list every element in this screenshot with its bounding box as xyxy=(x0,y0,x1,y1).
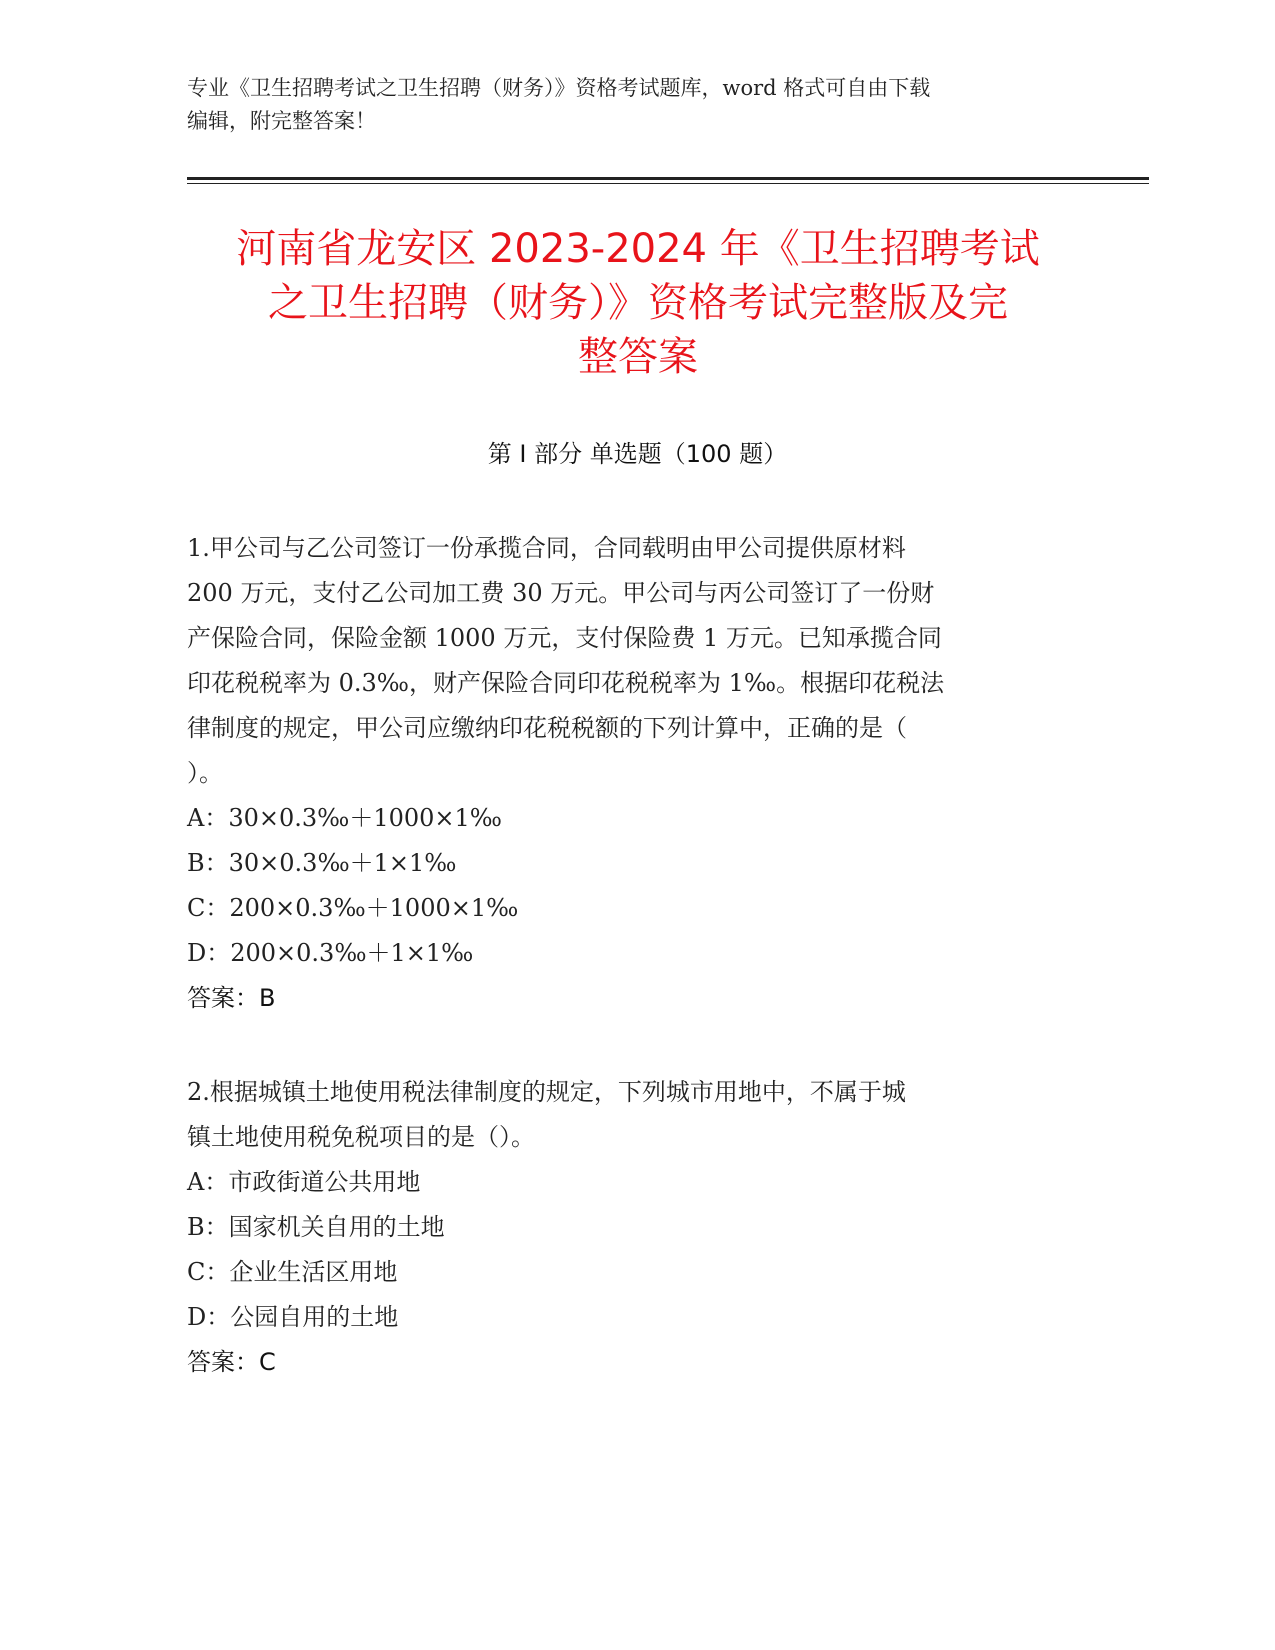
question-1 xyxy=(187,526,1082,1021)
document-title-line: 整答案 xyxy=(578,334,698,380)
answer: 答案：B xyxy=(187,984,276,1012)
question-stem-line: 1.甲公司与乙公司签订一份承揽合同，合同载明由甲公司提供原材料 xyxy=(187,534,906,562)
option-c: C：企业生活区用地 xyxy=(187,1258,398,1286)
document-title-line: 河南省龙安区 2023-2024 年《卫生招聘考试 xyxy=(236,226,1040,272)
question-stem xyxy=(187,526,1082,796)
option-b: B：国家机关自用的土地 xyxy=(187,1213,445,1241)
document-title-line: 之卫生招聘（财务）》资格考试完整版及完 xyxy=(268,280,1008,326)
header-note-line: 专业《卫生招聘考试之卫生招聘（财务）》资格考试题库，word 格式可自由下载 xyxy=(187,76,931,100)
option-b: B：30×0.3‰＋1×1‰ xyxy=(187,849,457,877)
header-divider-thin xyxy=(187,183,1149,184)
header-note xyxy=(187,72,1067,138)
question-stem-line: 镇土地使用税免税项目的是（）。 xyxy=(187,1123,535,1151)
header-note-line: 编辑，附完整答案！ xyxy=(187,109,376,133)
option-d: D：200×0.3‰＋1×1‰ xyxy=(187,939,474,967)
answer: 答案：C xyxy=(187,1348,276,1376)
section-heading: 第 I 部分 单选题（100 题） xyxy=(487,440,788,468)
option-a: A：30×0.3‰＋1000×1‰ xyxy=(187,804,503,832)
document-title xyxy=(190,222,1086,384)
option-c: C：200×0.3‰＋1000×1‰ xyxy=(187,894,519,922)
header-divider-thick xyxy=(187,177,1149,180)
question-2 xyxy=(187,1070,1082,1385)
question-stem-line: 200 万元，支付乙公司加工费 30 万元。甲公司与丙公司签订了一份财 xyxy=(187,579,935,607)
question-stem-line: 2.根据城镇土地使用税法律制度的规定，下列城市用地中，不属于城 xyxy=(187,1078,906,1106)
question-stem xyxy=(187,1070,1082,1160)
question-stem-line: 律制度的规定，甲公司应缴纳印花税税额的下列计算中，正确的是（ xyxy=(187,714,907,742)
question-stem-line: 印花税税率为 0.3‰，财产保险合同印花税税率为 1‰。根据印花税法 xyxy=(187,669,945,697)
option-a: A：市政街道公共用地 xyxy=(187,1168,421,1196)
option-d: D：公园自用的土地 xyxy=(187,1303,399,1331)
question-stem-line: 产保险合同，保险金额 1000 万元，支付保险费 1 万元。已知承揽合同 xyxy=(187,624,942,652)
question-stem-line: ）。 xyxy=(187,759,223,787)
